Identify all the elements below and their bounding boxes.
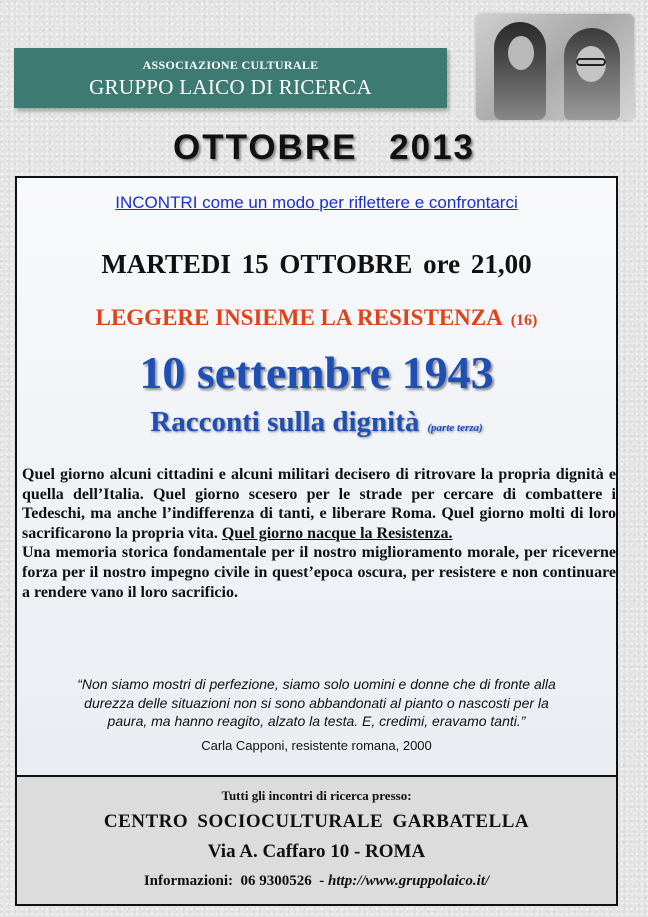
event-description [22,465,616,602]
association-name: GRUPPO LAICO DI RICERCA [89,75,372,99]
info-label: Informazioni: [143,873,234,889]
quote-block [17,675,616,731]
venue-intro: Tutti gli incontri di ricerca presso: [221,788,412,803]
association-label: ASSOCIAZIONE CULTURALE [142,58,319,72]
quote-line: durezza delle situazioni non si sono abbandonati al pianto o nascosti per la [84,694,549,711]
phone-number: 06 9300526 [240,873,312,889]
quote-author: Carla Capponi, resistente romana, 2000 [201,738,432,753]
event-subtitle [17,406,616,439]
event-subtitle-note: (parte terza) [427,422,483,434]
event-frame [15,176,618,906]
series-number: (16) [510,312,538,329]
resistance-born-text: Quel giorno nacque la Resistenza. [221,524,453,542]
series-title [17,305,616,331]
tagline-link[interactable]: INCONTRI come un modo per riflettere e confrontarci [115,193,518,212]
venue-name: CENTRO SOCIOCULTURALE GARBATELLA [103,811,530,832]
venue-footer [17,775,616,904]
quote-line: “Non siamo mostri di perfezione, siamo solo uomini e donne che di fronte alla [77,676,556,692]
month-heading: OTTOBRE 2013 [172,128,476,167]
contact-separator: - [319,873,325,889]
series-title-text: LEGGERE INSIEME LA RESISTENZA [95,305,503,330]
venue-address: Via A. Caffaro 10 - ROMA [207,841,426,862]
event-date: MARTEDI 15 OTTOBRE ore 21,00 [101,249,532,279]
event-title: 10 settembre 1943 [139,347,494,398]
quote-line: paura, ma hanno reagito, alzato la testa. E, credimi, eravamo tanti.” [107,713,526,729]
contact-info [17,873,616,890]
founders-photo [476,14,634,120]
website-link[interactable]: http://www.gruppolaico.it/ [328,873,490,889]
association-banner [14,48,447,108]
description-paragraph-1: Quel giorno alcuni cittadini e alcuni militari decisero di ritrovare la propria dignità e quella dell’Italia. Quel giorno scesero per le strade per cercare di combattere i Tedeschi, ma anche l’indifferenza di tanti, e liberare Roma. Quel giorno molti di loro sacrificarono la propria vita. Quel giorno nacque la Resistenza. [22,466,616,542]
event-subtitle-text: Racconti sulla dignità [150,406,420,438]
description-paragraph-2: Una memoria storica fondamentale per il nostro miglioramento morale, per riceverne forza per il nostro impegno civile in quest’epoca oscura, per resistere e non continuare a rendere vano il loro sacrificio. [22,544,616,601]
